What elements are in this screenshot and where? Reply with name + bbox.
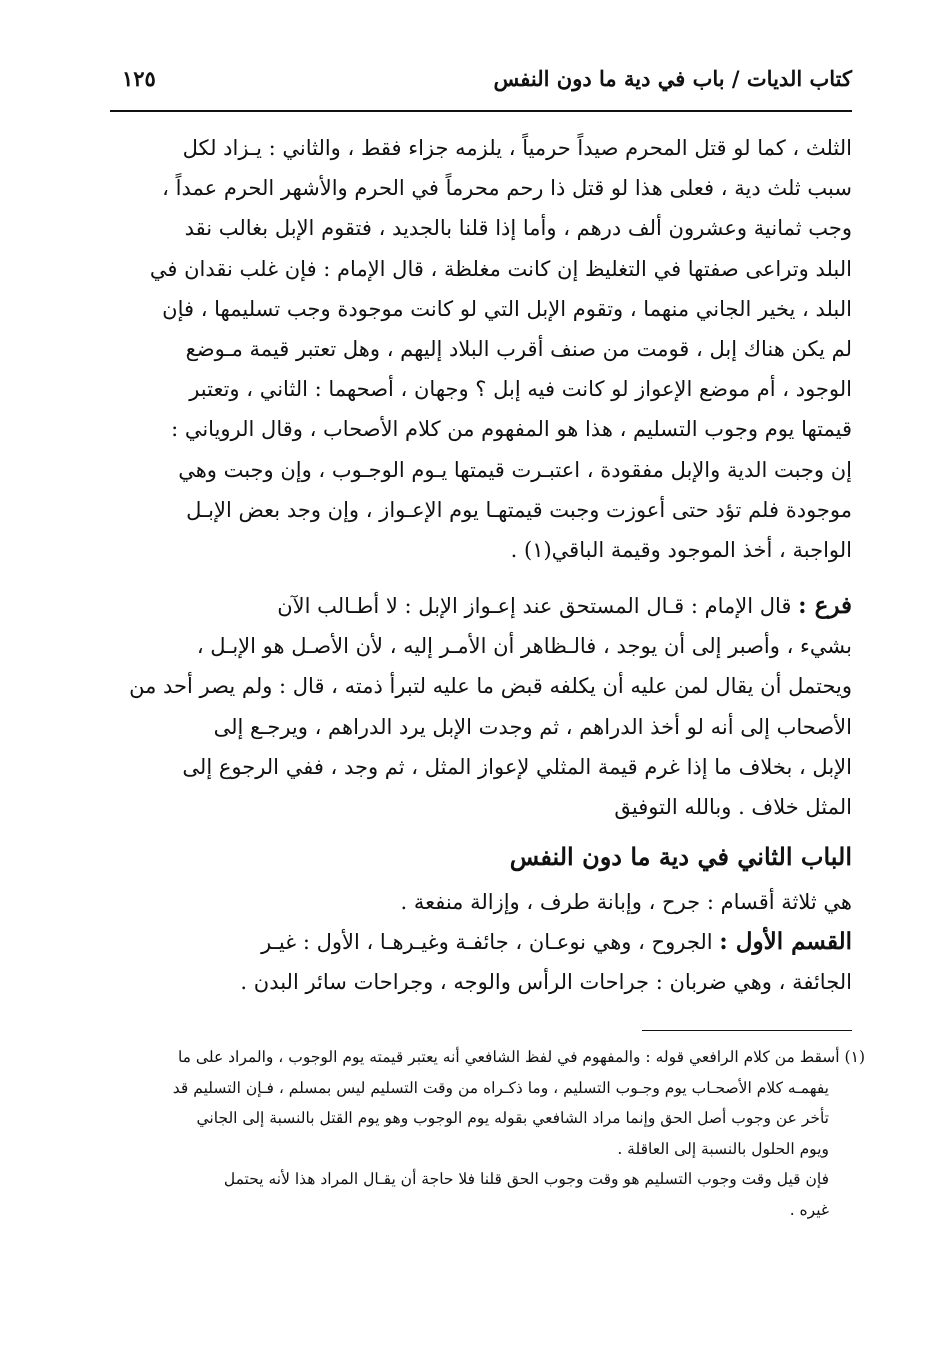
text-line: موجودة فلم تؤد حتى أعوزت وجبت قيمتهـا يوم الإعـواز ، وإن وجد بعض الإبـل (186, 497, 852, 522)
text-line: الوجود ، أم موضع الإعواز لو كانت فيه إبل ؟ وجهان ، أصحهما : الثاني ، وتعتبر (189, 377, 852, 402)
footnote-line: غيره . (789, 1200, 829, 1219)
text-line: الأصحاب إلى أنه لو أخذ الدراهم ، ثم وجدت الإبل يرد الدراهم ، ويرجـع إلى (213, 714, 852, 739)
text-line: الإبل ، بخلاف ما إذا غرم قيمة المثلي لإعواز المثل ، ثم وجد ، ففي الرجوع إلى (182, 754, 852, 779)
running-title: كتاب الديات / باب في دية ما دون النفس (493, 66, 852, 91)
text-line: لم يكن هناك إبل ، قومت من صنف أقرب البلاد إليهم ، وهل تعتبر قيمة مـوضع (185, 337, 852, 362)
text-line: إن وجبت الدية والإبل مفقودة ، اعتبـرت قيمتها يـوم الوجـوب ، وإن وجبت وهي (178, 457, 852, 482)
section-heading: القسم الأول : (719, 928, 852, 956)
paragraph-price-of-camels (110, 128, 852, 570)
text-line: قيمتها يوم وجوب التسليم ، هذا هو المفهوم من كلام الأصحاب ، وقال الروياني : (171, 417, 852, 442)
footnote-line: يفهمـه كلام الأصحـاب يوم وجـوب التسليم ، وما ذكـراه من وقت التسليم ليس بمسلم ، فـإن التسليم قد (172, 1078, 829, 1097)
text-line: البلد وتراعى صفتها في التغليظ إن كانت مغلظة ، قال الإمام : فإن غلب نقدان في (149, 256, 852, 281)
text-span: الجروح ، وهي نوعـان ، جائفـة وغيـرهـا ، الأول : غيـر (261, 930, 720, 955)
page-number: ١٢٥ (122, 66, 156, 91)
text-line: بشيء ، وأصبر إلى أن يوجد ، فالـظاهر أن الأمـر إليه ، لأن الأصـل هو الإبـل ، (196, 634, 852, 659)
footnote-line: فإن قيل وقت وجوب التسليم هو وقت وجوب الحق قلنا فلا حاجة أن يقـال المراد هذا لأنه يحتمل (223, 1170, 829, 1188)
text-span: قال الإمام : قـال المستحق عند إعـواز الإبل : لا أطـالب الآن (277, 594, 799, 618)
far-heading: فرع : (798, 592, 852, 619)
paragraph-far (110, 586, 852, 827)
text-line: البلد ، يخير الجاني منهما ، وتقوم الإبل التي لو كانت موجودة وجب تسليمها ، فإن (162, 296, 852, 321)
text-line: المثل خلاف . وبالله التوفيق (614, 795, 852, 820)
chapter-title: الباب الثاني في دية ما دون النفس (509, 842, 852, 871)
footnote-marker: (١) (844, 1048, 865, 1066)
paragraph-categories (110, 882, 852, 1003)
footnote-divider (642, 1030, 852, 1031)
footnote-line: ويوم الحلول بالنسبة إلى العاقلة . (617, 1139, 829, 1158)
footnotes (110, 1042, 865, 1225)
text-line: هي ثلاثة أقسام : جرح ، وإبانة طرف ، وإزالة منفعة . (400, 890, 852, 914)
text-line: ويحتمل أن يقال لمن عليه أن يكلفه قبض ما عليه لتبرأ ذمته ، قال : ولم يصر أحد من (129, 674, 852, 699)
text-line: الواجبة ، أخذ الموجود وقيمة الباقي(١) . (510, 538, 852, 563)
footnote-line: تأخر عن وجوب أصل الحق وإنما مراد الشافعي بقوله يوم الوجوب وهو يوم القتل بالنسبة إلى الجاني (196, 1109, 829, 1127)
text-line: سبب ثلث دية ، فعلى هذا لو قتل ذا رحم محرماً في الحرم والأشهر الحرم عمداً ، (162, 176, 852, 201)
header-divider (110, 110, 852, 112)
text-span: أسقط من كلام الرافعي قوله : والمفهوم في لفظ الشافعي أنه يعتبر قيمته يوم الوجوب ، والمراد على ما (177, 1048, 840, 1066)
text-line (110, 922, 852, 962)
text-line: الثلث ، كما لو قتل المحرم صيداً حرمياً ، يلزمه جزاء فقط ، والثاني : يـزاد لكل (182, 136, 852, 160)
footnote-line (110, 1042, 865, 1073)
page-header (110, 62, 852, 102)
text-line: وجب ثمانية وعشرون ألف درهم ، وأما إذا قلنا بالجديد ، فتقوم الإبل بغالب نقد (184, 216, 852, 241)
text-line: الجائفة ، وهي ضربان : جراحات الرأس والوجه ، وجراحات سائر البدن . (240, 970, 852, 995)
text-line (110, 586, 852, 626)
